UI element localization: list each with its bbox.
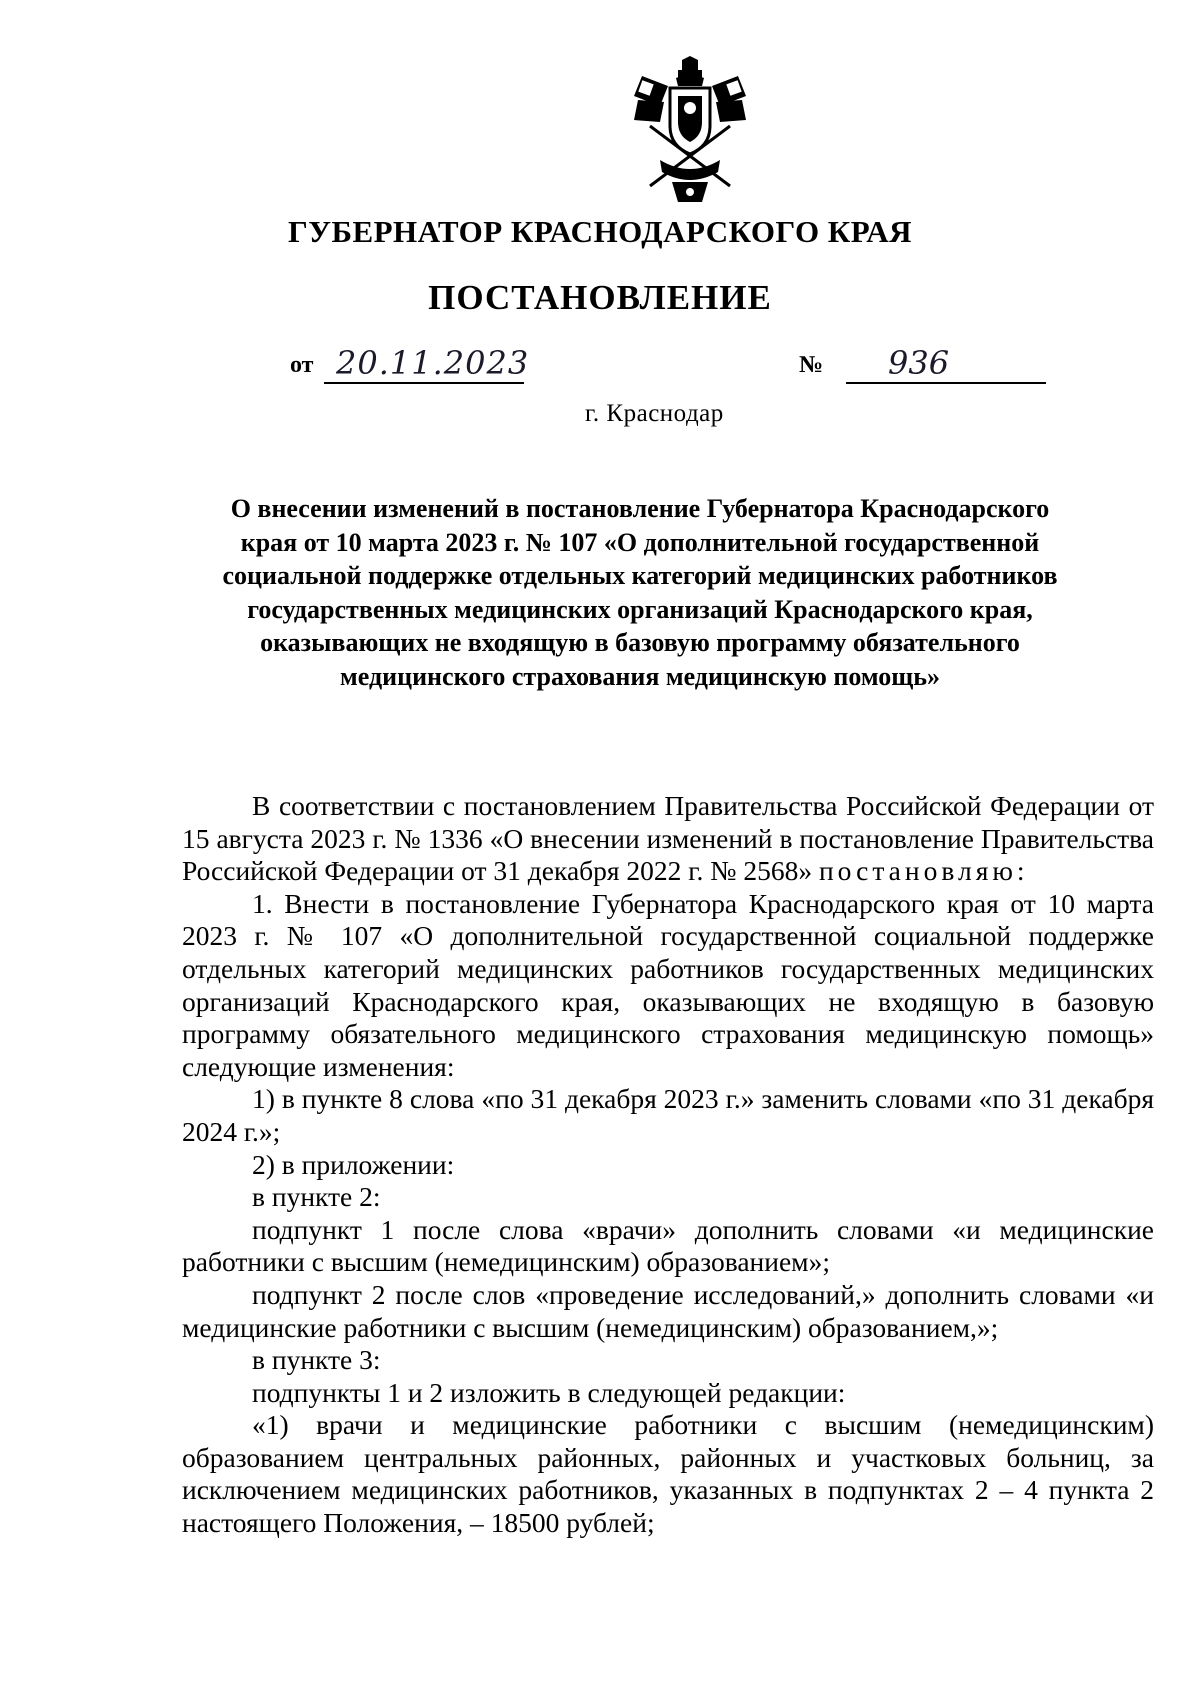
body-paragraph: в пункте 2: [252,1181,381,1213]
number-label: № [799,352,824,378]
body-paragraph: 1. Внести в постановление Губернатора Краснодарского края от 10 марта 2023 г. № 107 «О дополнительной государственной социальной поддержке отдельных категорий медицинских работников государственных медицинских организаций Краснодарского края, оказывающих не входящую в базовую программу обязательного медицинского страхования медицинскую помощь» следующие изменения: [182,887,1154,1082]
document-type: ПОСТАНОВЛЕНИЕ [428,278,772,317]
number-underline [846,382,1046,384]
body-paragraph: «1) врачи и медицинские работники с высшим (немедицинским) образованием центральных районных, районных и участковых больниц, за исключением медицинских работников, указанных в подпунктах 2 – 4 пункта 2 настоящего Положения, – 18500 рублей; [182,1409,1154,1539]
city: г. Краснодар [585,400,724,427]
date-label: от [290,352,314,378]
body-paragraph: 1) в пункте 8 слова «по 31 декабря 2023 г.» заменить словами «по 31 декабря 2024 г.»; [182,1083,1154,1147]
body-paragraph: 2) в приложении: [252,1148,455,1180]
date-underline [324,382,524,384]
document-body [182,790,1154,1540]
intro-text: В соответствии с постановлением Правительства Российской Федерации от 15 августа 2023 г. № 1336 «О внесении изменений в постановление Правительства Российской Федерации от 31 декабря 2022 г. № 2568» [182,790,1154,887]
body-paragraph-intro [182,790,1154,888]
body-paragraph: подпункты 1 и 2 изложить в следующей редакции: [252,1376,846,1408]
number-value-handwritten: 936 [888,344,950,382]
issuing-authority: ГУБЕРНАТОР КРАСНОДАРСКОГО КРАЯ [287,214,913,249]
date-value-handwritten: 20.11.2023 [336,344,530,382]
intro-resolve: постановляю: [818,855,1029,887]
coat-of-arms-icon [620,56,760,206]
body-paragraph: в пункте 3: [252,1344,381,1376]
document-title: О внесении изменений в постановление Губернатора Краснодарского края от 10 марта 2023 г. № 107 «О дополнительной государственной социальной поддержке отдельных категорий медицинских работников государственных медицинских организаций Краснодарского края, оказывающих не входящую в базовую программу обязательного медицинского страхования медицинскую помощь» [222,494,1058,691]
body-paragraph: подпункт 2 после слов «проведение исследований,» дополнить словами «и медицинские работники с высшим (немедицинским) образованием,»; [182,1278,1154,1343]
body-paragraph: подпункт 1 после слова «врачи» дополнить словами «и медицинские работники с высшим (немедицинским) образованием»; [182,1213,1154,1278]
